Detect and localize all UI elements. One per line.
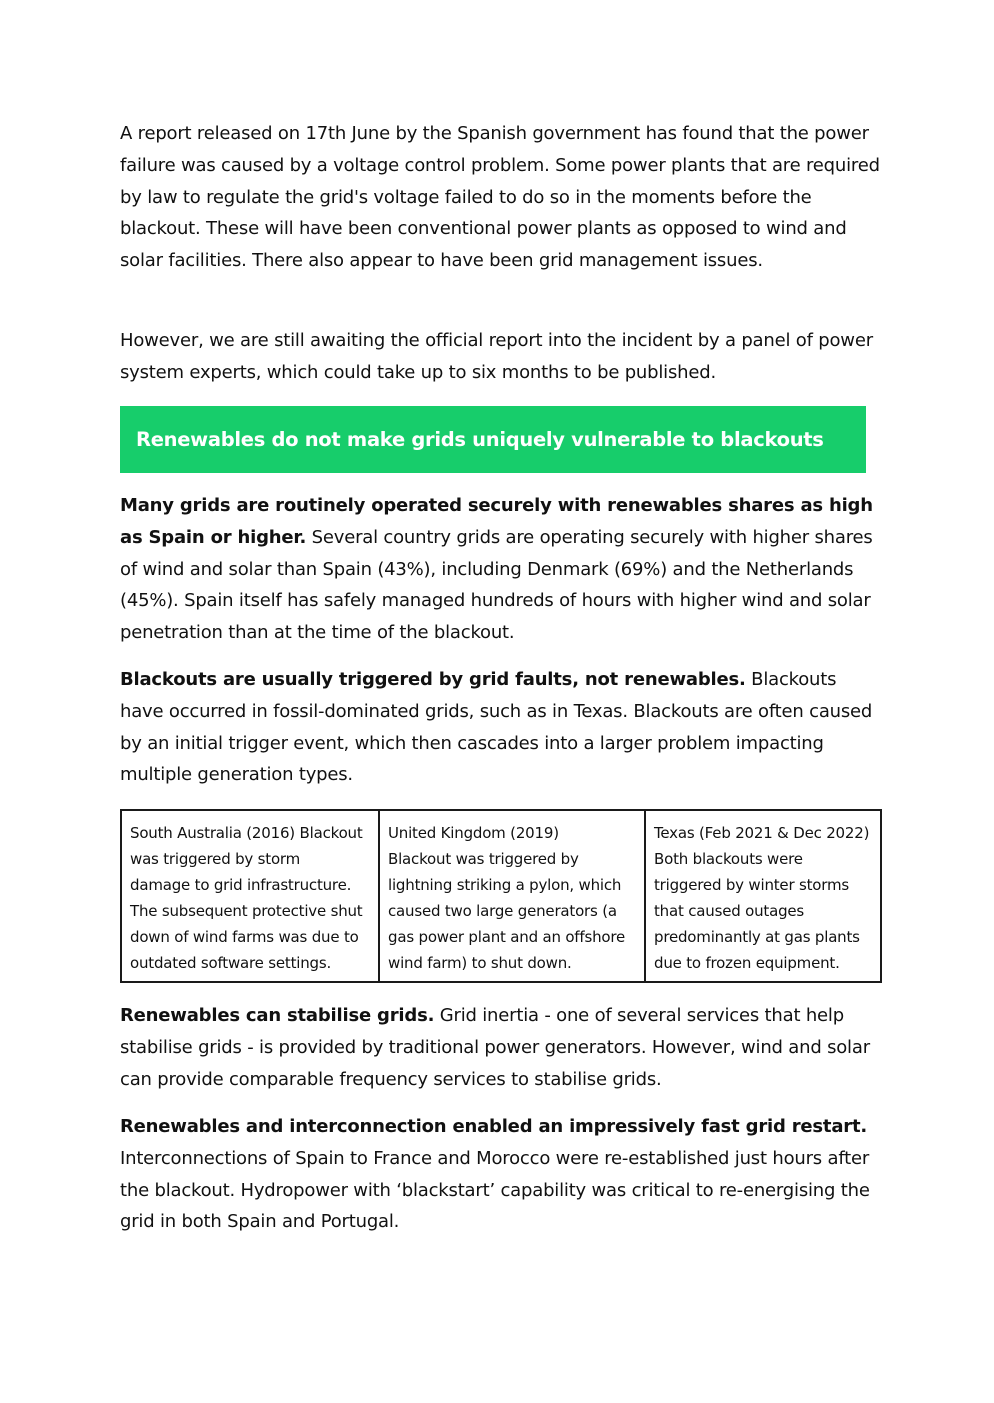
cell-line: due to frozen equipment. <box>654 954 840 972</box>
cell-line: lightning striking a pylon, which <box>388 876 622 894</box>
case-cell-texas <box>645 810 881 982</box>
cell-line: caused two large generators (a <box>388 902 617 920</box>
cell-line: damage to grid infrastructure. <box>130 876 352 894</box>
case-cell-united-kingdom <box>379 810 645 982</box>
cell-line: United Kingdom (2019) <box>388 824 559 842</box>
point-heading: Renewables and interconnection enabled an impressively fast grid restart. <box>120 1116 867 1137</box>
point-stabilise-grids <box>120 1000 880 1095</box>
case-cell-south-australia <box>121 810 379 982</box>
point-body: Interconnections of Spain to France and Morocco were re-established just hours after the blackout. Hydropower with ‘blackstart’ capability was critical to re-energising the grid in both Spain and Portugal. <box>120 1147 870 1233</box>
cell-line: Both blackouts were <box>654 850 803 868</box>
report-paragraph: A report released on 17th June by the Spanish government has found that the power failure was caused by a voltage control problem. Some power plants that are required by law to regulate the grid's voltage failed to do so in the moments before the blackout. These will have been conventional power plants as opposed to wind and solar facilities. There also appear to have been grid management issues. <box>120 123 880 272</box>
cell-line: was triggered by storm <box>130 850 301 868</box>
cell-line: triggered by winter storms <box>654 876 850 894</box>
cell-line: Texas (Feb 2021 & Dec 2022) <box>654 824 870 842</box>
awaiting-report-paragraph: However, we are still awaiting the official report into the incident by a panel of power system experts, which could take up to six months to be published. <box>120 330 873 383</box>
cell-line: gas power plant and an offshore <box>388 928 626 946</box>
cell-line: South Australia (2016) Blackout <box>130 824 363 842</box>
point-heading: Many grids are routinely operated securely with renewables shares as high as Spain or higher. <box>120 495 873 548</box>
point-grid-faults <box>120 664 880 791</box>
cell-line: The subsequent protective shut <box>130 902 363 920</box>
point-body: Several country grids are operating securely with higher shares of wind and solar than Spain (43%), including Denmark (69%) and the Netherlands (45%). Spain itself has safely managed hundreds of hours with higher wind and solar penetration than at the time of the blackout. <box>120 526 873 644</box>
point-heading: Renewables can stabilise grids. <box>120 1005 435 1026</box>
point-body: Blackouts have occurred in fossil-dominated grids, such as in Texas. Blackouts are often caused by an initial trigger event, which then cascades into a larger problem impacting multiple generation types. <box>120 669 873 786</box>
cell-line: that caused outages <box>654 902 805 920</box>
point-renewable-shares <box>120 490 880 649</box>
point-grid-restart <box>120 1111 880 1238</box>
cell-line: outdated software settings. <box>130 954 332 972</box>
section-heading: Renewables do not make grids uniquely vulnerable to blackouts <box>136 428 824 451</box>
cell-line: Blackout was triggered by <box>388 850 579 868</box>
section-banner <box>120 406 866 473</box>
point-body: Grid inertia - one of several services that help stabilise grids - is provided by traditional power generators. However, wind and solar can provide comparable frequency services to stabilise grids. <box>120 1005 870 1090</box>
cell-line: wind farm) to shut down. <box>388 954 572 972</box>
cell-line: predominantly at gas plants <box>654 928 860 946</box>
cell-line: down of wind farms was due to <box>130 928 359 946</box>
blackout-cases-table <box>120 809 882 983</box>
point-heading: Blackouts are usually triggered by grid faults, not renewables. <box>120 669 746 690</box>
table-row <box>121 810 881 982</box>
